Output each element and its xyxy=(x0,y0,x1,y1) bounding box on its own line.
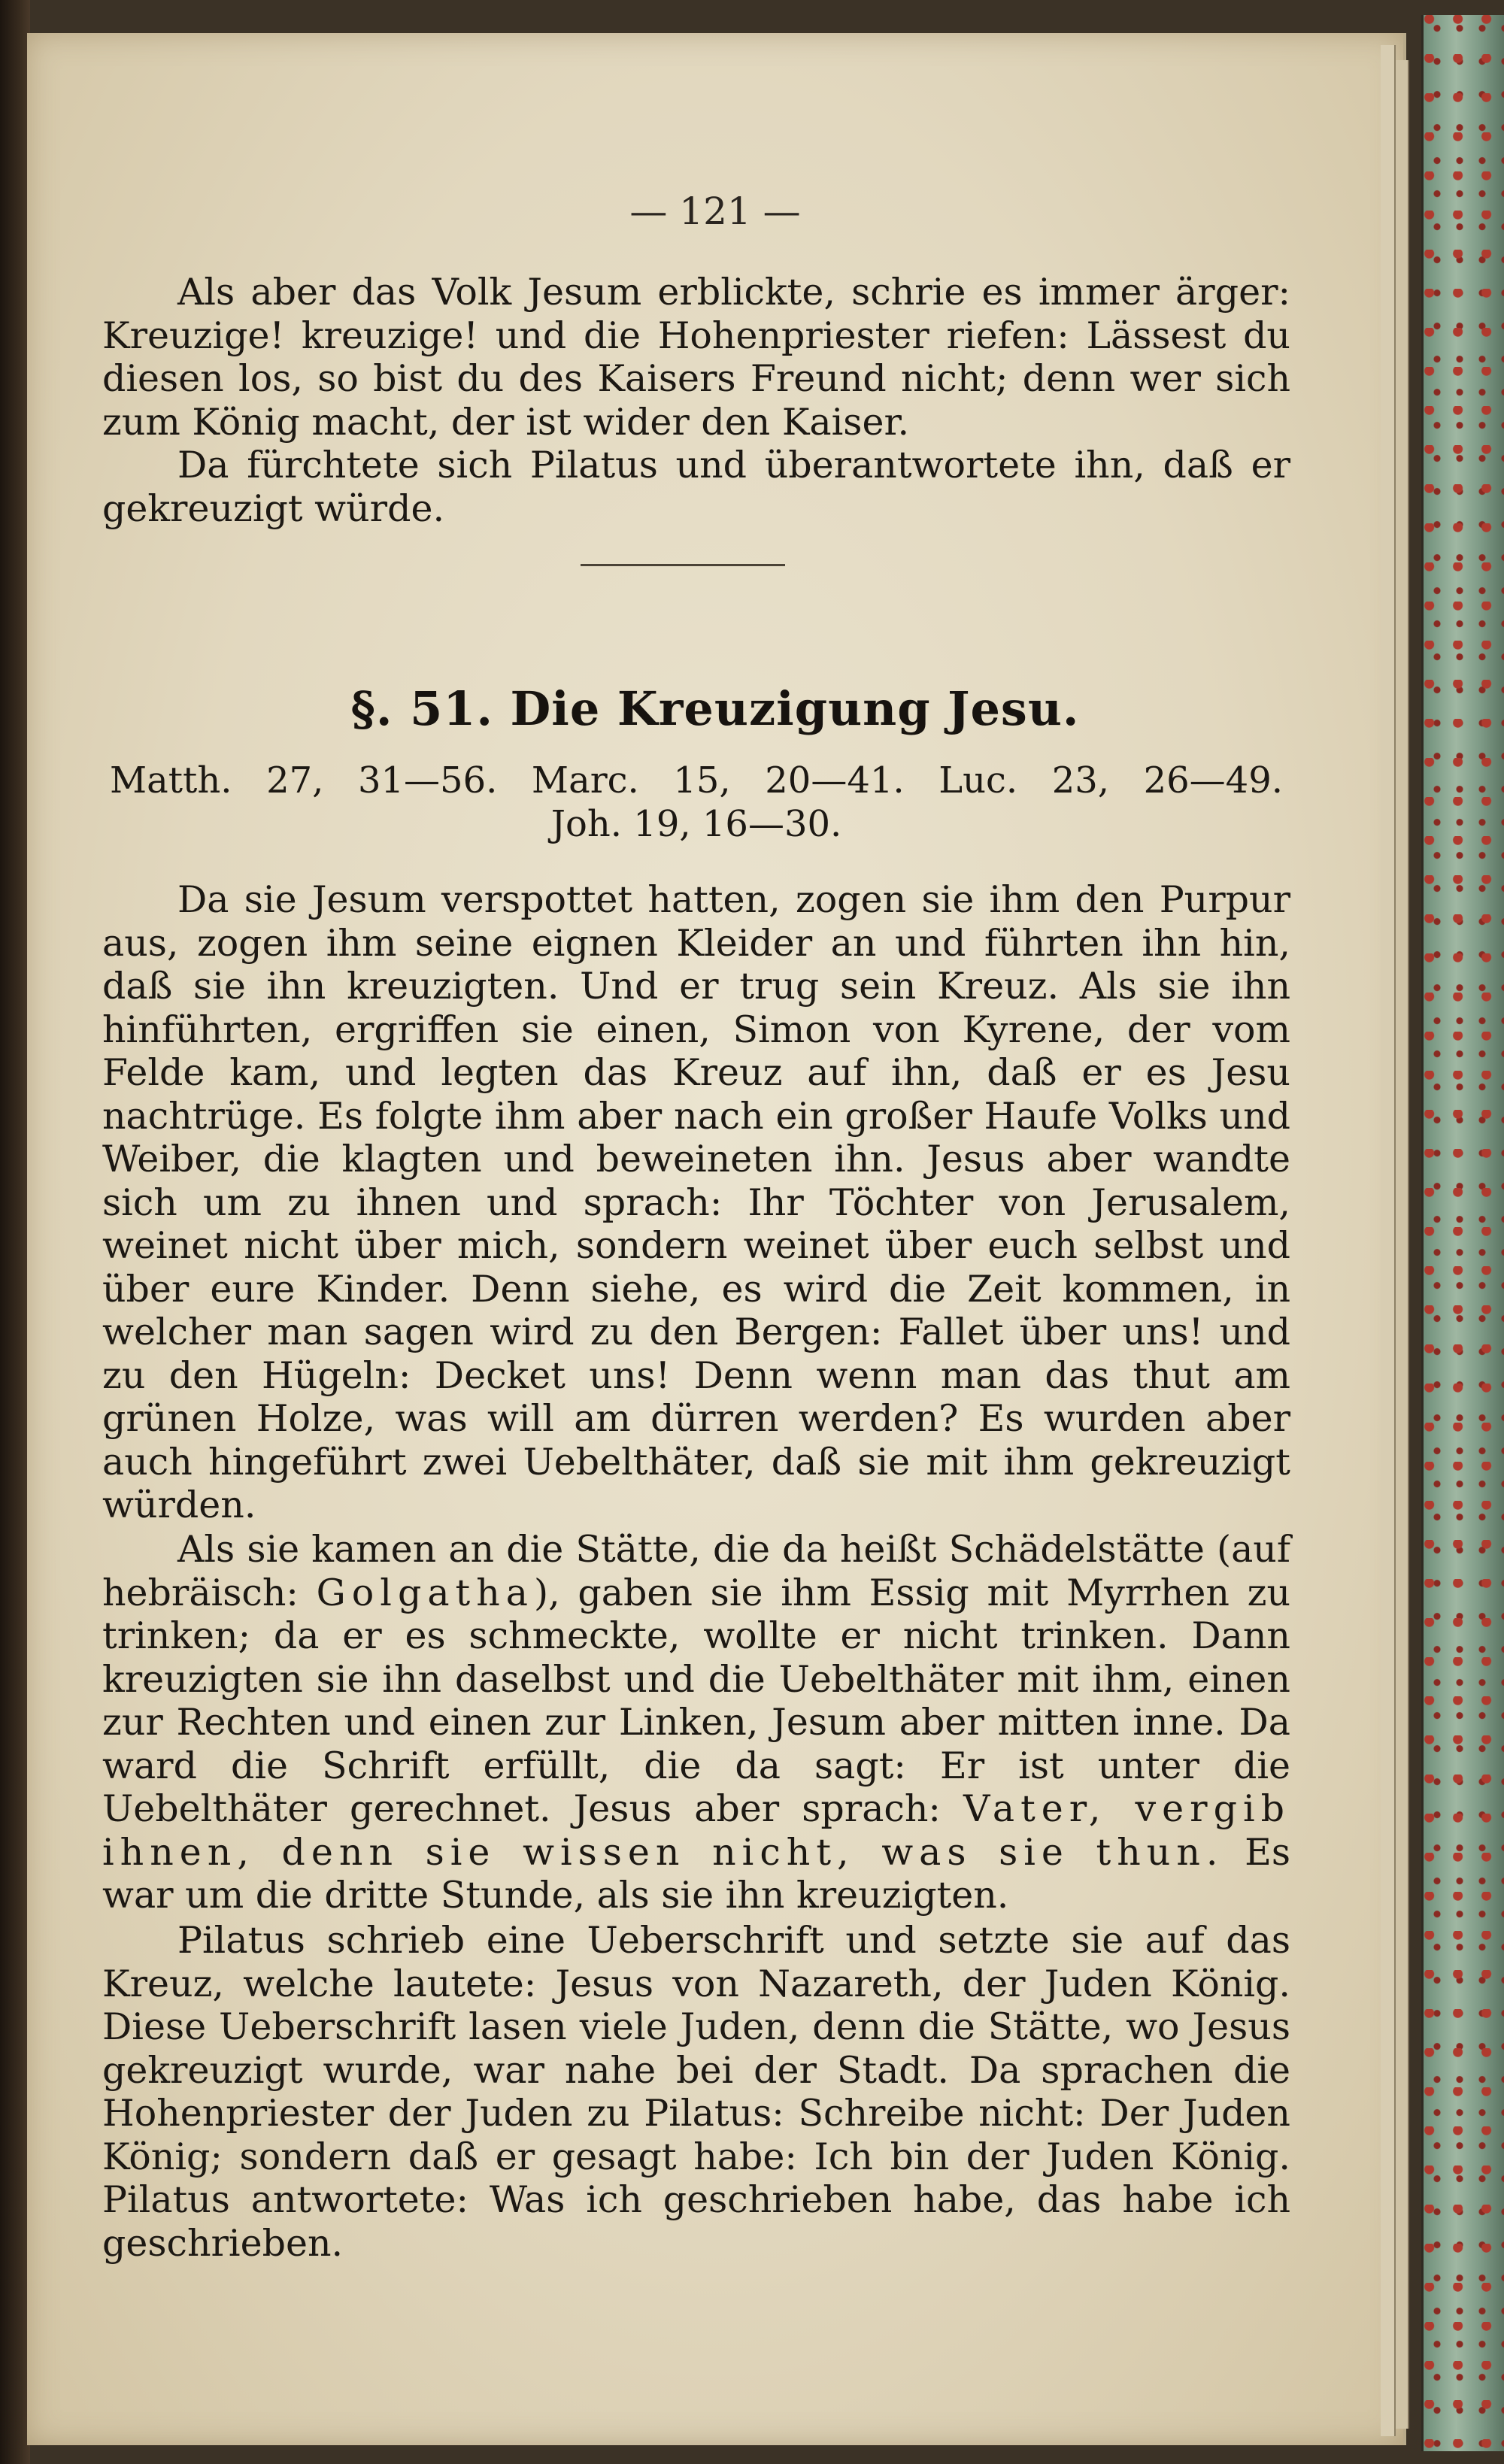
section-divider xyxy=(581,564,785,566)
spoken-quote: Vater, vergib ihnen, denn sie wissen nicht, was sie thun. xyxy=(102,1787,1290,1874)
body-text-2a: Als sie kamen an die Stätte, die da heißt Schädelstätte (auf hebräisch: xyxy=(102,1528,1290,1614)
body-text-1: Da sie Jesum verspottet hatten, zogen sie ihm den Purpur aus, zogen ihm seine eignen Kleider an und führten ihn hin, daß sie ihn kreuzigten. Und er trug sein Kreuz. Als sie ihn hinführten, ergriffen sie einen, Simon von Kyrene, der vom Felde kam, und legten das Kreuz auf ihn, daß er es Jesu nachtrüge. Es folgte ihm aber nach ein großer Haufe Volks und Weiber, die klagten und beweineten ihn. Jesus aber wandte sich um zu ihnen und sprach: Ihr Töchter von Jerusalem, weinet nicht über mich, sondern weinet über euch selbst und über eure Kinder. Denn siehe, es wird die Zeit kommen, in welcher man sagen wird zu den Bergen: Fallet über uns! und zu den Hügeln: Decket uns! Denn wenn man das thut am grünen Holze, was will am dürren werden? Es wurden aber auch hingeführt zwei Uebelthäter, daß sie mit ihm gekreuzigt würden. xyxy=(102,878,1290,1526)
body-paragraph-1 xyxy=(102,878,1290,1527)
intro-text-2: Da fürchtete sich Pilatus und überantwortete ihn, daß er gekreuzigt würde. xyxy=(102,444,1290,530)
marbled-cover-edge xyxy=(1421,15,1504,2451)
page-edge xyxy=(1381,45,1396,2436)
body-text-2c: Es war um die dritte Stunde, als sie ihn kreuzigten. xyxy=(102,1830,1290,1917)
section-title: §. 51. Die Kreuzigung Jesu. xyxy=(350,681,1080,736)
page-edge-2 xyxy=(1396,60,1409,2429)
golgatha-word: Golgatha xyxy=(316,1571,534,1614)
bible-references: Matth. 27, 31—56. Marc. 15, 20—41. Luc. 23, 26—49. xyxy=(110,759,1283,802)
bible-references-2: Joh. 19, 16—30. xyxy=(550,803,842,845)
intro-text-1: Als aber das Volk Jesum erblickte, schrie es immer ärger: Kreuzige! kreuzige! und die Hohenpriester riefen: Lässest du diesen los, so bist du des Kaisers Freund nicht; denn wer sich zum König macht, der ist wider den Kaiser. xyxy=(102,271,1290,444)
page-number: — 121 — xyxy=(629,189,801,233)
body-paragraph-3 xyxy=(102,1919,1290,2265)
book-page xyxy=(27,33,1406,2445)
intro-paragraph-2 xyxy=(102,444,1290,530)
body-text-2b: ), gaben sie ihm Essig mit Myrrhen zu trinken; da er es schmeckte, wollte er nicht trinken. Dann kreuzigten sie ihn daselbst und die Uebelthäter mit ihm, einen zur Rechten und einen zur Linken, Jesum aber mitten inne. Da ward die Schrift erfüllt, die da sagt: Er ist unter die Uebelthäter gerechnet. Jesus aber sprach: xyxy=(102,1571,1290,1830)
body-text-3: Pilatus schrieb eine Ueberschrift und setzte sie auf das Kreuz, welche lautete: Jesus von Nazareth, der Juden König. Diese Ueberschrift lasen viele Juden, denn die Stätte, wo Jesus gekreuzigt wurde, war nahe bei der Stadt. Da sprachen die Hohenpriester der Juden zu Pilatus: Schreibe nicht: Der Juden König; sondern daß er gesagt habe: Ich bin der Juden König. Pilatus antwortete: Was ich geschrieben habe, das habe ich geschrieben. xyxy=(102,1919,1290,2265)
intro-paragraph xyxy=(102,271,1290,444)
body-paragraph-2 xyxy=(102,1528,1290,1917)
book-binding xyxy=(0,0,30,2464)
